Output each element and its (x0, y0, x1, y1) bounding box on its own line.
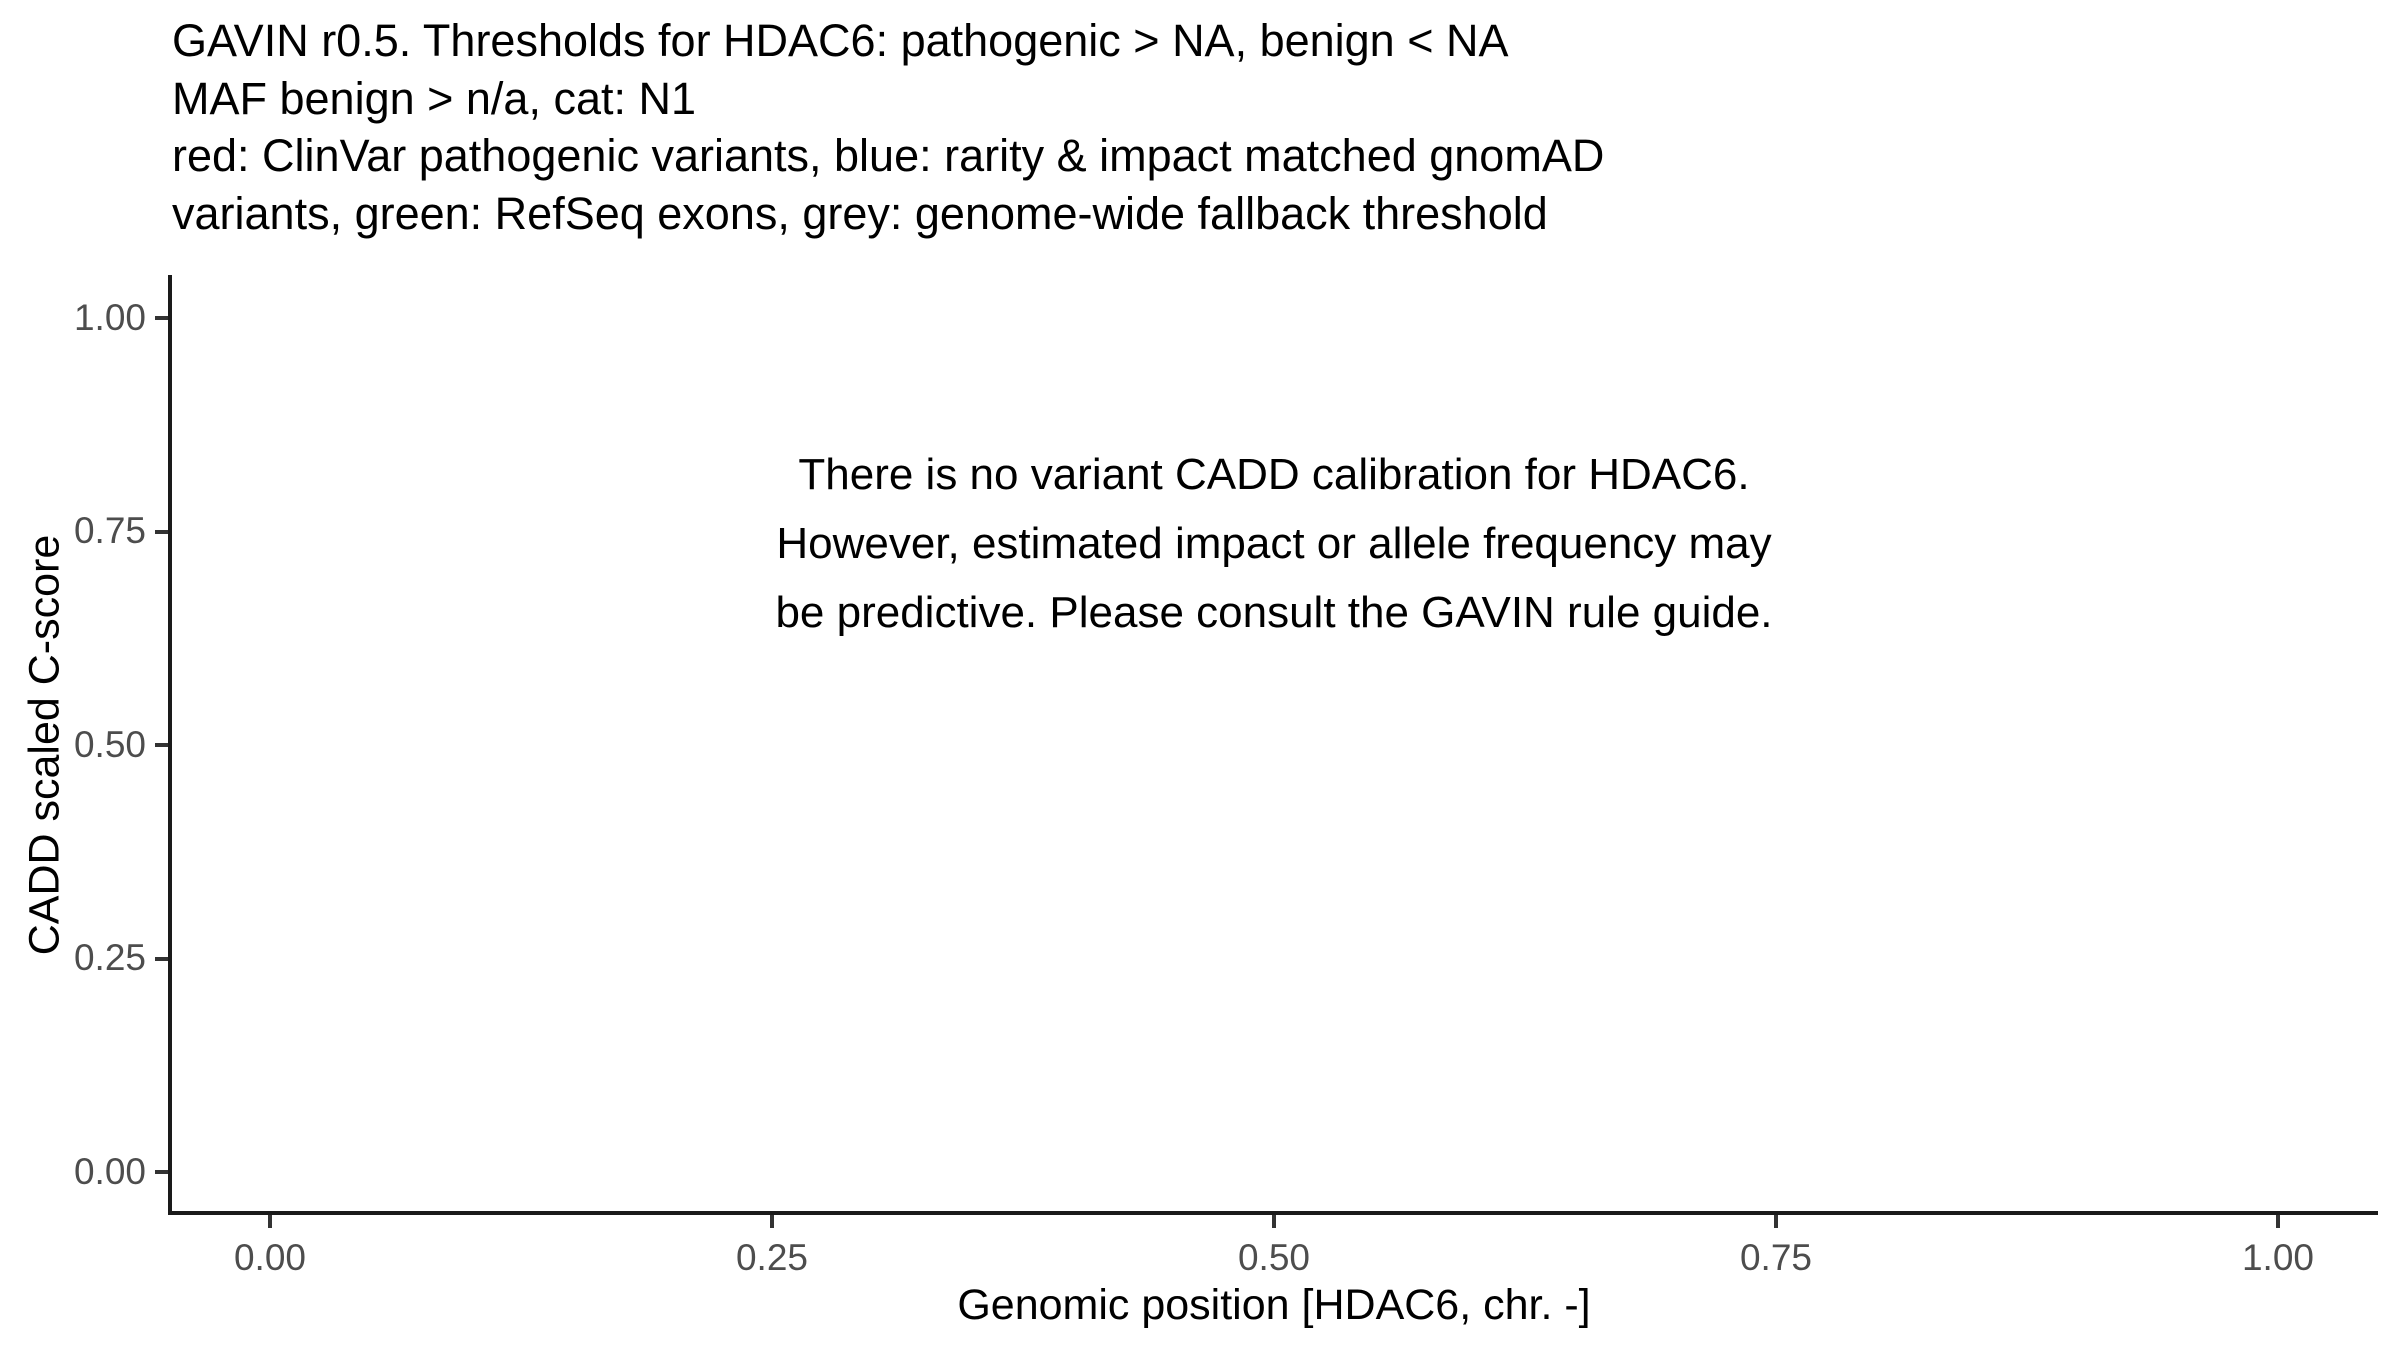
x-tick-label: 0.00 (233, 1237, 306, 1278)
y-tick-mark-1.00 (155, 316, 168, 320)
x-tick-mark-0.50 (1272, 1215, 1276, 1228)
y-tick-label: 0.00 (73, 1151, 146, 1192)
y-tick-mark-0.75 (155, 530, 168, 534)
y-axis-title: CADD scaled C-score (20, 534, 69, 956)
no-data-annotation-line-1: There is no variant CADD calibration for HDAC6. (798, 450, 1750, 499)
x-tick-mark-0.00 (268, 1215, 272, 1228)
chart-title-line-3: red: ClinVar pathogenic variants, blue: rarity & impact matched gnomAD (172, 130, 1605, 181)
y-tick-label: 0.25 (73, 937, 146, 978)
x-tick-label: 0.75 (1739, 1237, 1812, 1278)
no-data-annotation-line-3: be predictive. Please consult the GAVIN rule guide. (775, 588, 1773, 637)
x-tick-label: 0.25 (735, 1237, 808, 1278)
chart-title-line-2: MAF benign > n/a, cat: N1 (172, 72, 697, 124)
x-tick-label: 0.50 (1237, 1237, 1310, 1278)
chart-title-line-1: GAVIN r0.5. Thresholds for HDAC6: pathogenic > NA, benign < NA (172, 15, 1509, 66)
x-axis-title: Genomic position [HDAC6, chr. -] (957, 1281, 1591, 1329)
y-tick-mark-0.50 (155, 743, 168, 747)
x-tick-mark-0.25 (770, 1215, 774, 1228)
y-tick-mark-0.00 (155, 1170, 168, 1174)
y-tick-label: 0.75 (73, 510, 146, 551)
x-tick-mark-1.00 (2276, 1215, 2280, 1228)
x-tick-mark-0.75 (1774, 1215, 1778, 1228)
y-tick-mark-0.25 (155, 957, 168, 961)
x-tick-label: 1.00 (2241, 1237, 2314, 1278)
no-data-annotation (170, 440, 2378, 647)
y-tick-label: 0.50 (73, 724, 146, 765)
chart-title (172, 12, 1604, 242)
no-data-annotation-line-2: However, estimated impact or allele frequency may (776, 519, 1772, 568)
y-tick-label: 1.00 (73, 297, 146, 338)
y-axis-line (168, 275, 172, 1215)
chart-title-line-4: variants, green: RefSeq exons, grey: genome-wide fallback threshold (172, 187, 1548, 239)
